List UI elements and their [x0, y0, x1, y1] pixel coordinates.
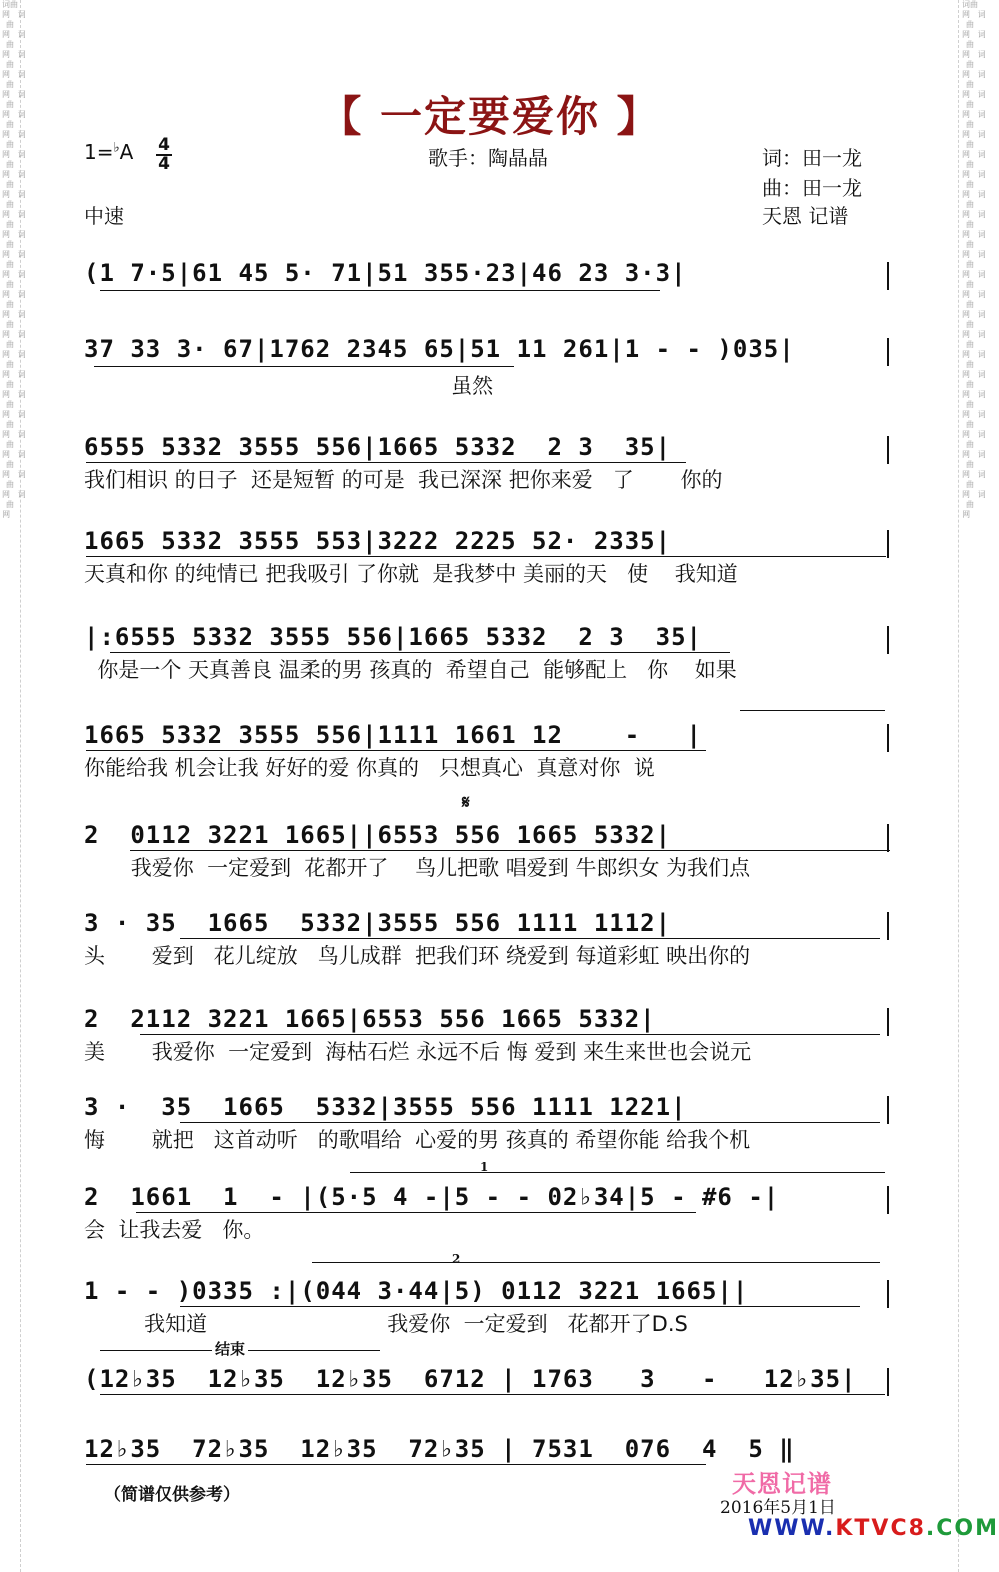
barline: [887, 436, 889, 464]
notation-row-4: [84, 524, 889, 558]
barline: [887, 626, 889, 654]
notation-row-11: [84, 1180, 889, 1214]
barline: [887, 1008, 889, 1036]
time-top: 4: [158, 135, 170, 155]
lyric-row-5: 你是一个 天真善良 温柔的男 孩真的 希望自己 能够配上 你 如果: [84, 658, 737, 682]
lyric-row-8: 头 爱到 花儿绽放 鸟儿成群 把我们环 绕爱到 每道彩虹 映出你的: [84, 944, 751, 968]
notes-11: 2 1661 1 - |(5·5 4 -|5 - - 02♭34|5 - #6 -|: [84, 1183, 780, 1211]
beam-line: [180, 938, 880, 939]
beam-line: [94, 366, 514, 367]
notation-row-10: [84, 1090, 889, 1124]
lyric-row-7: 我爱你 一定爱到 花都开了 鸟儿把歌 唱爱到 牛郎织女 为我们点: [84, 856, 751, 880]
volta-1-bracket: [350, 1172, 885, 1173]
volta-2-bracket: [312, 1262, 880, 1263]
notation-row-14: [84, 1432, 889, 1466]
tempo: 中速: [84, 204, 124, 228]
notation-row-6: [84, 718, 889, 752]
lyric-row-11: 会 让我去爱 你。: [84, 1218, 265, 1242]
beam-line: [136, 1212, 696, 1213]
lyric-row-10: 悔 就把 这首动听 的歌唱给 心爱的男 孩真的 希望你能 给我个机: [84, 1128, 751, 1152]
notes-6: 1665 5332 3555 556|1111 1661 12 - |: [84, 721, 702, 749]
notes-1: (1 7·5|61 45 5· 71|51 355·23|46 23 3·3|: [84, 259, 687, 287]
key-note: A: [119, 140, 134, 164]
transcriber-signature: 天恩记谱: [732, 1469, 832, 1498]
date: 2016年5月1日: [720, 1498, 836, 1518]
barline: [887, 1096, 889, 1124]
notation-row-13: [84, 1362, 889, 1396]
beam-line: [100, 1394, 885, 1395]
barline: [887, 530, 889, 558]
beam-line: [86, 1464, 706, 1465]
notes-3: 6555 5332 3555 556|1665 5332 2 3 35|: [84, 433, 672, 461]
barline: [887, 262, 889, 290]
notation-row-12: [84, 1274, 889, 1308]
notes-4: 1665 5332 3555 553|3222 2225 52· 2335|: [84, 527, 672, 555]
notes-8: 3 · 35 1665 5332|3555 556 1111 1112|: [84, 909, 672, 937]
right-watermark: 词曲网 词曲网 词曲网 词曲网 词曲网 词曲网 词曲网 词曲网 词曲网 词曲网 词曲网 词曲网 词曲网 词曲网 词曲网 词曲网 词曲网 词曲网 词曲网 词曲网 词曲网 词曲网 词曲网 词曲网 词曲网 词曲网: [962, 0, 986, 519]
notes-13: (12♭35 12♭35 12♭35 6712 | 1763 3 - 12♭35|: [84, 1365, 857, 1393]
volta-1-number: 1: [480, 1160, 489, 1174]
beam-line: [180, 1122, 880, 1123]
segno-sign: 𝄋: [462, 792, 470, 813]
lyric-row-2: 虽然: [84, 374, 494, 398]
barline: [887, 338, 889, 366]
lyric-row-4: 天真和你 的纯情已 把我吸引 了你就 是我梦中 美丽的天 使 我知道: [84, 562, 738, 586]
lyric-row-6: 你能给我 机会让我 好好的爱 你真的 只想真心 真意对你 说: [84, 756, 655, 780]
notes-10: 3 · 35 1665 5332|3555 556 1111 1221|: [84, 1093, 687, 1121]
notation-row-7: [84, 818, 889, 852]
notes-2: 37 33 3· 67|1762 2345 65|51 11 261|1 - - )035|: [84, 335, 795, 363]
lyric-row-3: 我们相识 的日子 还是短暂 的可是 我已深深 把你来爱 了 你的: [84, 468, 723, 492]
barline: [887, 824, 889, 852]
key-prefix: 1=: [84, 140, 114, 164]
right-border-line: [958, 0, 959, 1572]
volta-2-number: 2: [452, 1252, 461, 1266]
time-bottom: 4: [158, 154, 170, 174]
notation-row-9: [84, 1002, 889, 1036]
time-signature: [156, 135, 172, 174]
beam-line: [130, 850, 890, 851]
beam-line: [140, 1034, 880, 1035]
beam-line: [100, 290, 660, 291]
barline: [887, 1368, 889, 1396]
notation-row-1: [84, 256, 889, 290]
notes-14: 12♭35 72♭35 12♭35 72♭35 | 7531 076 4 5 ‖: [84, 1435, 795, 1463]
left-watermark: 词曲网 词曲网 词曲网 词曲网 词曲网 词曲网 词曲网 词曲网 词曲网 词曲网 词曲网 词曲网 词曲网 词曲网 词曲网 词曲网 词曲网 词曲网 词曲网 词曲网 词曲网 词曲网 词曲网 词曲网 词曲网 词曲网: [2, 0, 26, 519]
barline: [887, 1280, 889, 1308]
barline: [887, 1186, 889, 1214]
notation-row-2: [84, 332, 889, 366]
beam-line: [86, 556, 886, 557]
lyricist: 词：田一龙: [762, 146, 862, 170]
ending-mark: 结束: [212, 1338, 248, 1359]
notation-row-8: [84, 906, 889, 940]
composer: 曲：田一龙: [762, 176, 862, 200]
notes-9: 2 2112 3221 1665|6553 556 1665 5332|: [84, 1005, 656, 1033]
beam-line: [86, 750, 706, 751]
barline: [887, 724, 889, 752]
notation-row-3: [84, 430, 889, 464]
beam-line: [180, 1306, 860, 1307]
lyric-row-12: 我知道 我爱你 一定爱到 花都开了D.S: [84, 1312, 688, 1336]
tie-line: [740, 710, 885, 711]
beam-line: [86, 462, 686, 463]
barline: [887, 912, 889, 940]
website-url: [748, 1516, 999, 1541]
footnote: （简谱仅供参考）: [104, 1485, 240, 1505]
singer: 歌手：陶晶晶: [428, 146, 548, 170]
site-text: WWW.KTVC8.COM: [748, 1516, 999, 1541]
notes-7: 2 0112 3221 1665||6553 556 1665 5332|: [84, 821, 672, 849]
beam-line: [110, 652, 730, 653]
notes-12: 1 - - )0335 :|(044 3·44|5) 0112 3221 1665||: [84, 1277, 749, 1305]
key-flat: ♭: [113, 140, 120, 156]
song-title: 【 一定要爱你 】: [319, 92, 661, 141]
notation-row-5: [84, 620, 889, 654]
key-signature: [84, 140, 133, 164]
transcriber: 天恩 记谱: [762, 204, 849, 228]
notes-5: |:6555 5332 3555 556|1665 5332 2 3 35|: [84, 623, 702, 651]
lyric-row-9: 美 我爱你 一定爱到 海枯石烂 永远不后 悔 爱到 来生来世也会说元: [84, 1040, 752, 1064]
